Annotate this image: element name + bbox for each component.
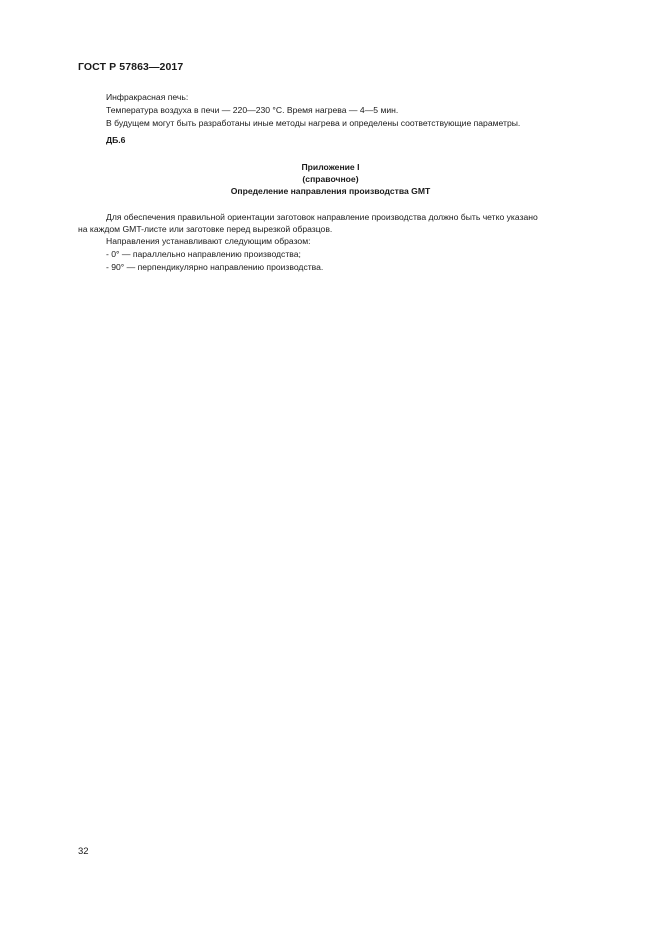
paragraph-line: на каждом GMT-листе или заготовке перед вырезкой образцов. <box>78 224 333 234</box>
appendix-heading: Определение направления производства GMT <box>230 186 431 196</box>
page-number: 32 <box>78 846 89 857</box>
section-label: ДБ.6 <box>106 135 126 145</box>
appendix-title: Приложение I <box>301 162 360 172</box>
future-methods-note: В будущем могут быть разработаны иные методы нагрева и определены соответствующие параметры. <box>106 118 521 128</box>
document-header: ГОСТ Р 57863—2017 <box>78 61 184 73</box>
paragraph-line: Для обеспечения правильной ориентации заготовок направление производства должно быть четко указано <box>106 212 538 222</box>
list-item: - 90° — перпендикулярно направлению производства. <box>106 262 324 272</box>
oven-label: Инфракрасная печь: <box>106 92 189 102</box>
oven-parameters: Температура воздуха в печи — 220—230 °С. Время нагрева — 4—5 мин. <box>106 105 399 115</box>
appendix-status: (справочное) <box>302 174 359 184</box>
list-item: - 0° — параллельно направлению производства; <box>106 249 301 259</box>
paragraph-line: Направления устанавливают следующим образом: <box>106 236 311 246</box>
